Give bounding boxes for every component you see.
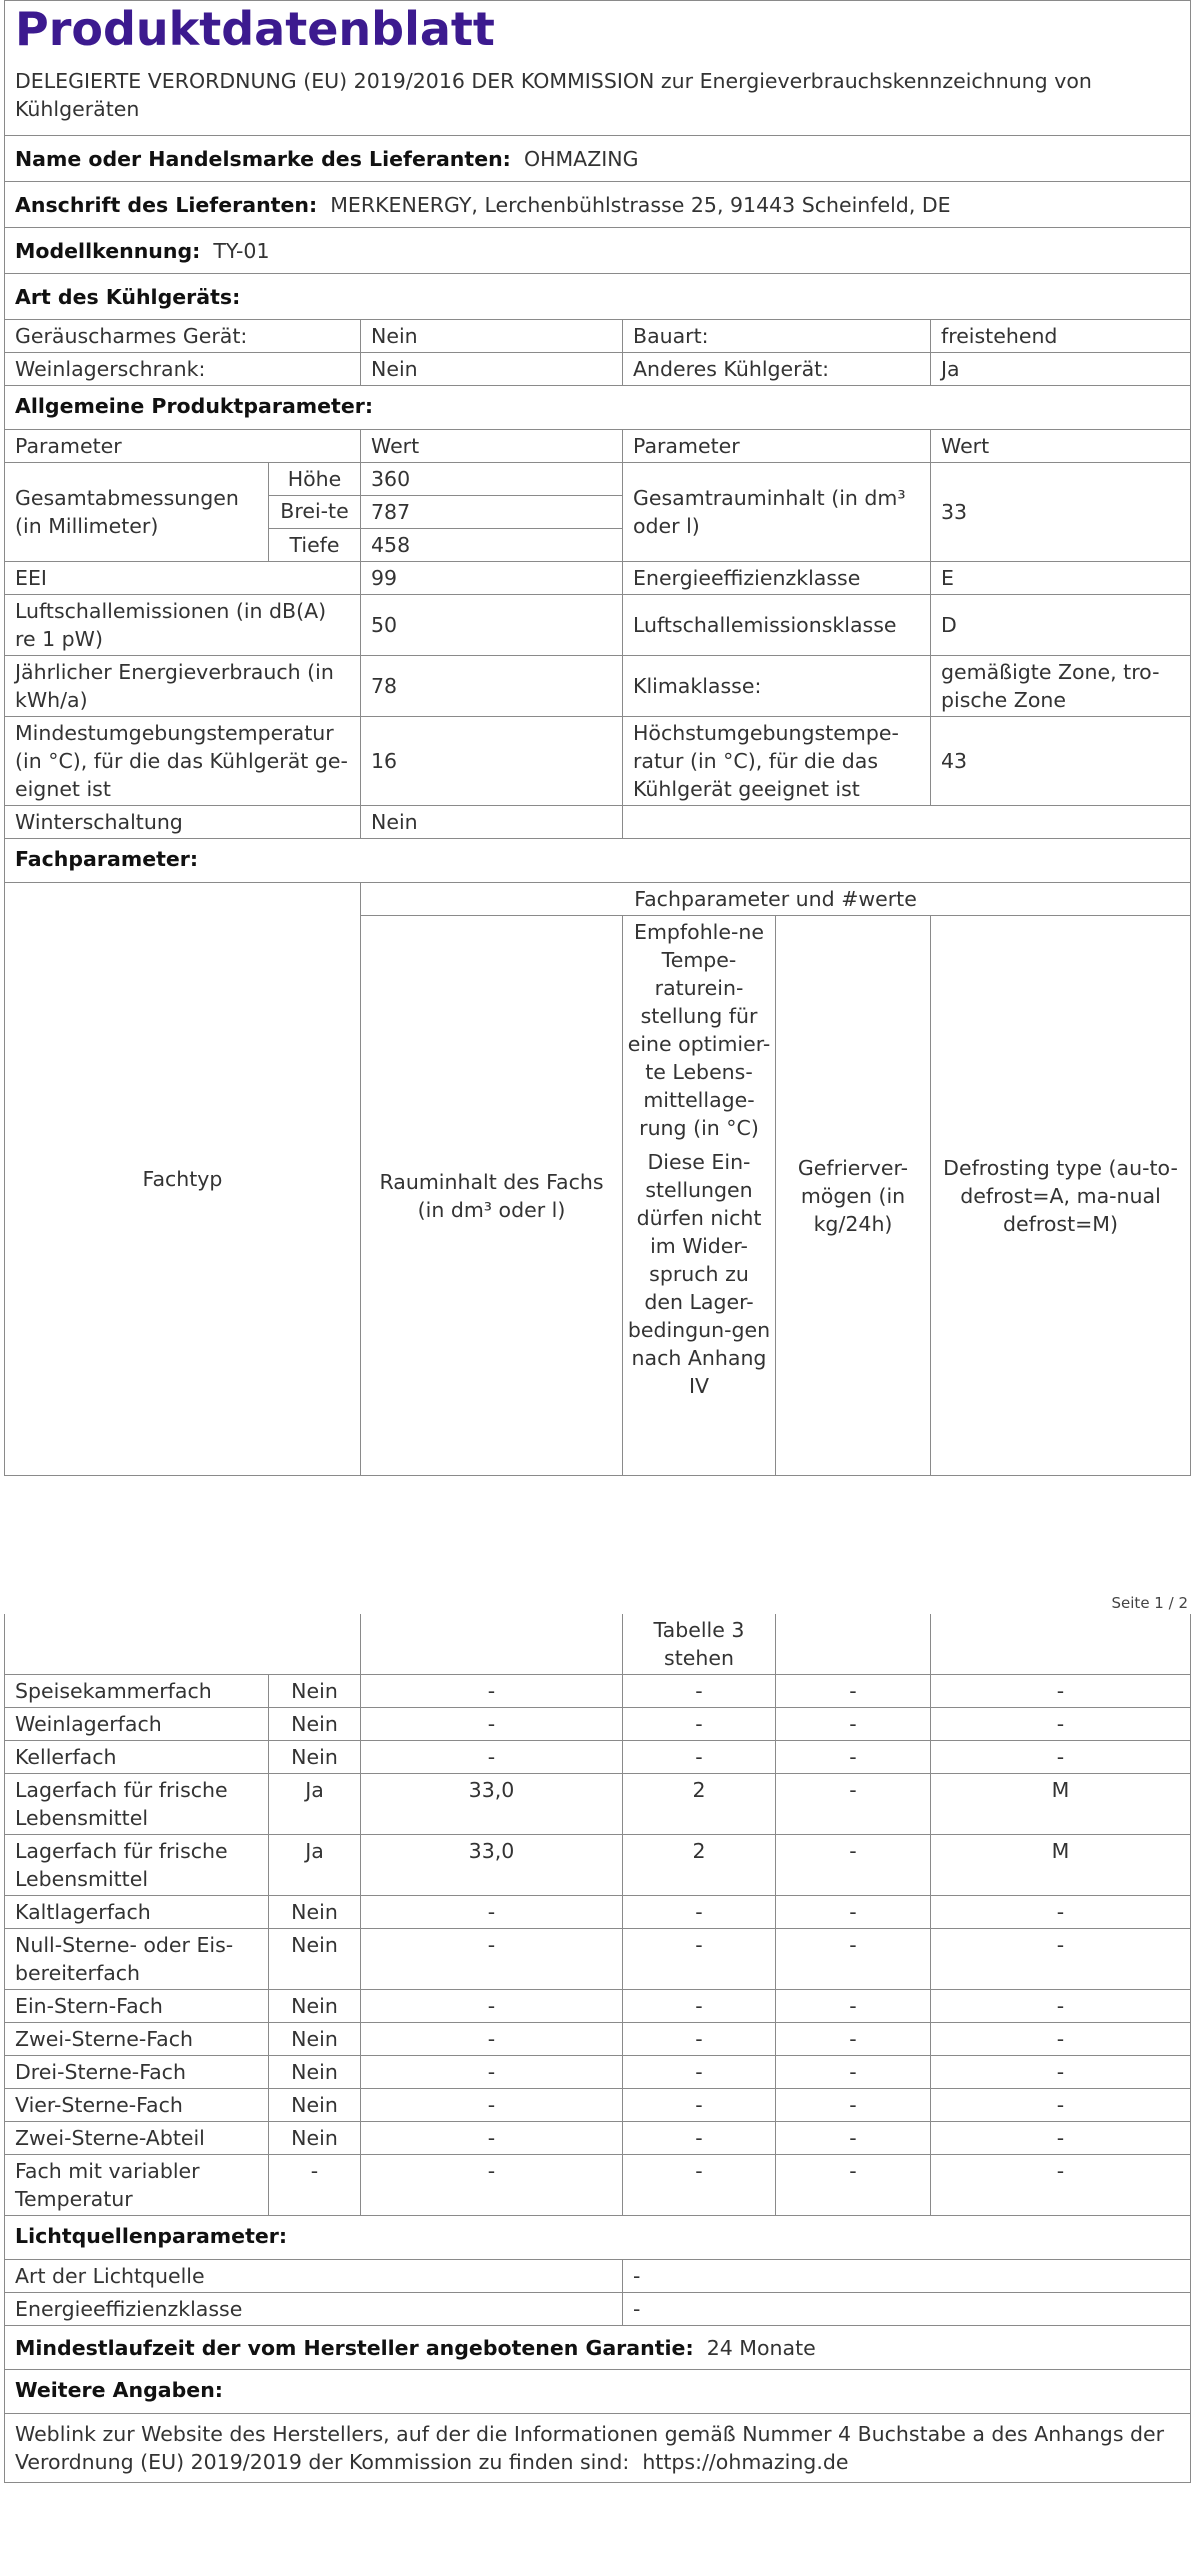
regulation-subtitle: DELEGIERTE VERORDNUNG (EU) 2019/2016 DER KOMMISSION zur Energieverbrauchskennzeichnung von Kühlgeräten xyxy=(15,69,1092,121)
fach-row xyxy=(5,2155,1191,2216)
fach-row-volume: - xyxy=(361,2089,623,2122)
fach-row-defrost: - xyxy=(931,2056,1191,2089)
fach-row-temp: - xyxy=(623,1741,776,1774)
fach-row-temp: - xyxy=(623,2023,776,2056)
page-break xyxy=(0,1580,1192,1614)
fach-row-temp: - xyxy=(623,1708,776,1741)
fach-row-temp: - xyxy=(623,1990,776,2023)
fach-row xyxy=(5,1675,1191,1708)
fach-row-defrost: - xyxy=(931,1929,1191,1990)
fach-row-temp: - xyxy=(623,2122,776,2155)
warranty-label: Mindestlaufzeit der vom Hersteller angebotenen Garantie: xyxy=(15,2335,694,2360)
fach-continued-empty xyxy=(5,1614,361,1675)
height-value: 360 xyxy=(361,463,623,496)
total-volume-value: 33 xyxy=(931,463,1191,562)
wine-cabinet-label: Weinlagerschrank: xyxy=(5,353,361,386)
fach-row-present: Nein xyxy=(269,1990,361,2023)
fach-row-temp: - xyxy=(623,2056,776,2089)
fach-row-defrost: - xyxy=(931,1708,1191,1741)
col-parameter-2: Parameter xyxy=(623,430,931,463)
fach-row xyxy=(5,1896,1191,1929)
fach-row-present: Nein xyxy=(269,2056,361,2089)
manufacturer-url-link[interactable]: https://ohmazing.de xyxy=(642,2450,849,2474)
fach-row-defrost: - xyxy=(931,2023,1191,2056)
page-title: Produktdatenblatt xyxy=(15,2,495,56)
fach-row-volume: - xyxy=(361,2056,623,2089)
noise-class-label: Luftschallemissionsklasse xyxy=(623,595,931,656)
fach-row-volume: - xyxy=(361,1990,623,2023)
fach-row xyxy=(5,1929,1191,1990)
annual-energy-value: 78 xyxy=(361,656,623,717)
fach-row-temp: 2 xyxy=(623,1774,776,1835)
col-fachtyp: Fachtyp xyxy=(5,883,361,1476)
fach-row-temp: - xyxy=(623,1929,776,1990)
fach-row-defrost: - xyxy=(931,1896,1191,1929)
col-value-2: Wert xyxy=(931,430,1191,463)
device-type-heading: Art des Kühlgeräts: xyxy=(5,274,1191,320)
further-info-heading: Weitere Angaben: xyxy=(5,2370,1191,2414)
light-params-heading: Lichtquellenparameter: xyxy=(5,2216,1191,2260)
light-class-label: Energieeffizienzklasse xyxy=(5,2293,623,2326)
warranty-value: 24 Monate xyxy=(706,2335,816,2360)
supplier-name-label: Name oder Handelsmarke des Lieferanten: xyxy=(15,146,511,171)
fach-row-present: Ja xyxy=(269,1774,361,1835)
fach-row-name: Lagerfach für frische Lebensmittel xyxy=(5,1835,269,1896)
fach-row-present: Nein xyxy=(269,1708,361,1741)
fach-row-name: Lagerfach für frische Lebensmittel xyxy=(5,1774,269,1835)
fach-row-freeze: - xyxy=(776,1929,931,1990)
noise-class-value: D xyxy=(931,595,1191,656)
light-class-value: - xyxy=(623,2293,1191,2326)
fach-row-temp: - xyxy=(623,2155,776,2216)
total-volume-label: Gesamtrauminhalt (in dm³ oder l) xyxy=(623,463,931,562)
col-freezing-capacity: Gefrierver-mögen (in kg/24h) xyxy=(776,916,931,1476)
fach-row-name: Kaltlagerfach xyxy=(5,1896,269,1929)
col-fach-volume: Rauminhalt des Fachs (in dm³ oder l) xyxy=(361,916,623,1476)
fach-row-freeze: - xyxy=(776,2056,931,2089)
fach-continued-empty-2 xyxy=(361,1614,623,1675)
height-label: Höhe xyxy=(269,463,361,496)
winter-mode-empty xyxy=(623,806,1191,839)
fach-params-heading: Fachparameter: xyxy=(5,839,1191,883)
climate-class-value: gemäßigte Zone, tro-pische Zone xyxy=(931,656,1191,717)
efficiency-class-label: Energieeffizienzklasse xyxy=(623,562,931,595)
fach-row-name: Zwei-Sterne-Abteil xyxy=(5,2122,269,2155)
page-2 xyxy=(4,1614,1190,2483)
max-temp-value: 43 xyxy=(931,717,1191,806)
col-recommended-temp-a: Empfohle-ne Tempe-raturein-stellung für eine optimier-te Lebens-mittellage-rung (in °C) xyxy=(627,920,771,1140)
model-id-value: TY-01 xyxy=(213,238,270,263)
winter-mode-label: Winterschaltung xyxy=(5,806,361,839)
fach-row-name: Vier-Sterne-Fach xyxy=(5,2089,269,2122)
page-number: Seite 1 / 2 xyxy=(1111,1594,1188,1612)
fach-row-present: Nein xyxy=(269,1896,361,1929)
fach-row-freeze: - xyxy=(776,2155,931,2216)
other-device-label: Anderes Kühlgerät: xyxy=(623,353,931,386)
fach-row xyxy=(5,1774,1191,1835)
fach-row-present: - xyxy=(269,2155,361,2216)
light-type-value: - xyxy=(623,2260,1191,2293)
fach-row-name: Fach mit variabler Temperatur xyxy=(5,2155,269,2216)
light-type-label: Art der Lichtquelle xyxy=(5,2260,623,2293)
dimensions-label: Gesamtabmessungen (in Millimeter) xyxy=(5,463,269,562)
fach-row xyxy=(5,2089,1191,2122)
fach-row-volume: 33,0 xyxy=(361,1774,623,1835)
supplier-address-label: Anschrift des Lieferanten: xyxy=(15,192,318,217)
low-noise-value: Nein xyxy=(361,320,623,353)
depth-label: Tiefe xyxy=(269,529,361,562)
eei-value: 99 xyxy=(361,562,623,595)
min-temp-value: 16 xyxy=(361,717,623,806)
fach-row-volume: - xyxy=(361,2122,623,2155)
fach-row-freeze: - xyxy=(776,2122,931,2155)
depth-value: 458 xyxy=(361,529,623,562)
other-device-value: Ja xyxy=(931,353,1191,386)
fach-row-freeze: - xyxy=(776,1675,931,1708)
fach-row-volume: - xyxy=(361,1896,623,1929)
construction-label: Bauart: xyxy=(623,320,931,353)
fach-row-defrost: - xyxy=(931,1990,1191,2023)
fach-row-defrost: M xyxy=(931,1774,1191,1835)
col-value-1: Wert xyxy=(361,430,623,463)
fach-row-name: Drei-Sterne-Fach xyxy=(5,2056,269,2089)
fach-row-defrost: - xyxy=(931,1741,1191,1774)
fach-continued-empty-3 xyxy=(776,1614,931,1675)
fach-row-name: Null-Sterne- oder Eis-bereiterfach xyxy=(5,1929,269,1990)
further-info-text: Weblink zur Website des Herstellers, auf der die Informationen gemäß Nummer 4 Buchstabe a des Anhangs der Verordnung (EU) 2019/2019 der Kommission zu finden sind: xyxy=(15,2422,1165,2474)
noise-value: 50 xyxy=(361,595,623,656)
fach-row-freeze: - xyxy=(776,1708,931,1741)
fach-group-header: Fachparameter und #werte xyxy=(361,883,1191,916)
fach-row-present: Nein xyxy=(269,1929,361,1990)
fach-row xyxy=(5,2023,1191,2056)
max-temp-label: Höchstumgebungstempe-ratur (in °C), für die das Kühlgerät geeignet ist xyxy=(623,717,931,806)
wine-cabinet-value: Nein xyxy=(361,353,623,386)
fach-row-present: Nein xyxy=(269,1675,361,1708)
low-noise-label: Geräuscharmes Gerät: xyxy=(5,320,361,353)
fach-row-volume: - xyxy=(361,1708,623,1741)
fach-row xyxy=(5,2122,1191,2155)
fach-row-temp: - xyxy=(623,1675,776,1708)
model-id-label: Modellkennung: xyxy=(15,238,201,263)
fach-row-freeze: - xyxy=(776,1990,931,2023)
col-recommended-temp-b: Diese Ein-stellungen dürfen nicht im Wider-spruch zu den Lager-bedingun-gen nach Anhang IV xyxy=(627,1150,771,1398)
datasheet-table-bottom xyxy=(4,1614,1191,2483)
col-recommended-temp xyxy=(623,916,776,1476)
width-label: Brei-te xyxy=(269,496,361,529)
datasheet-table-top xyxy=(4,0,1191,1476)
fach-row xyxy=(5,1708,1191,1741)
page-1 xyxy=(4,0,1190,1476)
col-recommended-temp-c: Tabelle 3 stehen xyxy=(623,1614,776,1675)
fach-row-freeze: - xyxy=(776,1774,931,1835)
efficiency-class-value: E xyxy=(931,562,1191,595)
fach-row-volume: - xyxy=(361,1675,623,1708)
col-defrost-type: Defrosting type (au-to-defrost=A, ma-nual defrost=M) xyxy=(931,916,1191,1476)
eei-label: EEI xyxy=(5,562,361,595)
fach-row xyxy=(5,1990,1191,2023)
fach-row-temp: - xyxy=(623,2089,776,2122)
fach-row-volume: - xyxy=(361,2155,623,2216)
fach-row-defrost: M xyxy=(931,1835,1191,1896)
fach-row-temp: - xyxy=(623,1896,776,1929)
general-params-heading: Allgemeine Produktparameter: xyxy=(5,386,1191,430)
noise-label: Luftschallemissionen (in dB(A) re 1 pW) xyxy=(5,595,361,656)
fach-row-name: Speisekammerfach xyxy=(5,1675,269,1708)
fach-row-volume: 33,0 xyxy=(361,1835,623,1896)
fach-rows xyxy=(5,1675,1191,2216)
fach-row-defrost: - xyxy=(931,2122,1191,2155)
fach-row-freeze: - xyxy=(776,1896,931,1929)
fach-row-volume: - xyxy=(361,2023,623,2056)
fach-row-present: Nein xyxy=(269,2023,361,2056)
fach-row-name: Ein-Stern-Fach xyxy=(5,1990,269,2023)
fach-row xyxy=(5,2056,1191,2089)
fach-row-freeze: - xyxy=(776,1835,931,1896)
fach-row-present: Nein xyxy=(269,2122,361,2155)
supplier-name-value: OHMAZING xyxy=(523,146,639,171)
fach-row-present: Ja xyxy=(269,1835,361,1896)
col-parameter-1: Parameter xyxy=(5,430,361,463)
winter-mode-value: Nein xyxy=(361,806,623,839)
fach-row-present: Nein xyxy=(269,2089,361,2122)
width-value: 787 xyxy=(361,496,623,529)
construction-value: freistehend xyxy=(931,320,1191,353)
climate-class-label: Klimaklasse: xyxy=(623,656,931,717)
fach-row-defrost: - xyxy=(931,1675,1191,1708)
fach-row-freeze: - xyxy=(776,2023,931,2056)
fach-row-defrost: - xyxy=(931,2089,1191,2122)
supplier-address-value: MERKENERGY, Lerchenbühlstrasse 25, 91443 Scheinfeld, DE xyxy=(330,192,951,217)
fach-row xyxy=(5,1835,1191,1896)
fach-row-present: Nein xyxy=(269,1741,361,1774)
annual-energy-label: Jährlicher Energieverbrauch (in kWh/a) xyxy=(5,656,361,717)
fach-row-volume: - xyxy=(361,1929,623,1990)
fach-row-freeze: - xyxy=(776,2089,931,2122)
fach-row xyxy=(5,1741,1191,1774)
min-temp-label: Mindestumgebungstemperatur (in °C), für die das Kühlgerät ge-eignet ist xyxy=(5,717,361,806)
fach-row-volume: - xyxy=(361,1741,623,1774)
fach-continued-empty-4 xyxy=(931,1614,1191,1675)
fach-row-name: Kellerfach xyxy=(5,1741,269,1774)
fach-row-temp: 2 xyxy=(623,1835,776,1896)
fach-row-name: Weinlagerfach xyxy=(5,1708,269,1741)
fach-row-defrost: - xyxy=(931,2155,1191,2216)
fach-row-freeze: - xyxy=(776,1741,931,1774)
fach-row-name: Zwei-Sterne-Fach xyxy=(5,2023,269,2056)
